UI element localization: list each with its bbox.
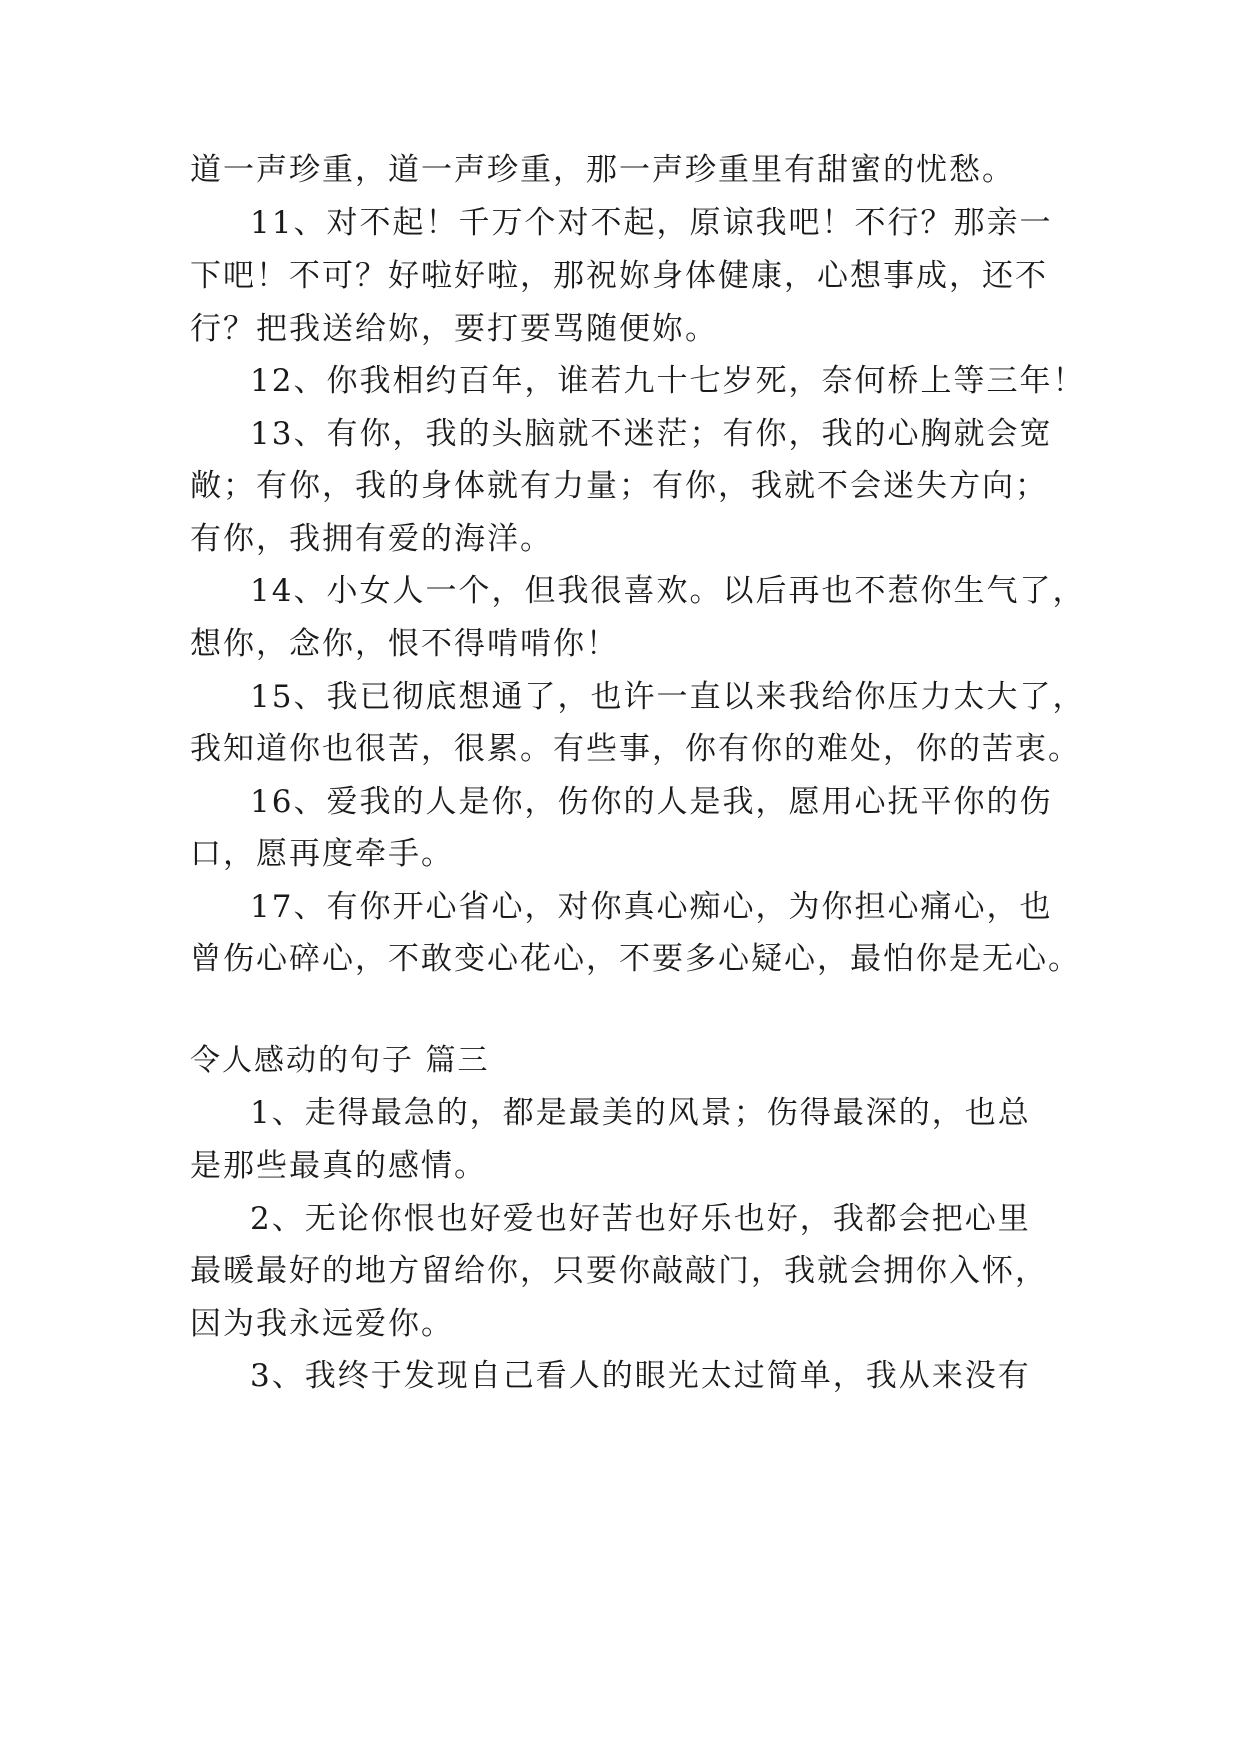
paragraph-line: 3、我终于发现自己看人的眼光太过简单，我从来没有	[250, 1358, 1031, 1394]
paragraph-line: 1、走得最急的，都是最美的风景；伤得最深的，也总	[250, 1095, 1031, 1131]
paragraph-line: 最暖最好的地方留给你，只要你敲敲门，我就会拥你入怀，	[190, 1253, 1048, 1289]
paragraph-line: 行？把我送给妳，要打要骂随便妳。	[190, 311, 718, 347]
paragraph-line: 13、有你，我的头脑就不迷茫；有你，我的心胸就会宽	[250, 416, 1053, 452]
section-heading: 令人感动的句子 篇三	[190, 1043, 490, 1078]
paragraph-line: 道一声珍重，道一声珍重，那一声珍重里有甜蜜的忧愁。	[190, 152, 1015, 188]
paragraph-line: 15、我已彻底想通了，也许一直以来我给你压力太大了，	[250, 679, 1086, 715]
paragraph-line: 11、对不起！千万个对不起，原谅我吧！不行？那亲一	[250, 205, 1053, 241]
paragraph-line: 17、有你开心省心，对你真心痴心，为你担心痛心，也	[250, 889, 1053, 925]
paragraph-line: 14、小女人一个，但我很喜欢。以后再也不惹你生气了，	[250, 573, 1086, 609]
paragraph-line: 有你，我拥有爱的海洋。	[190, 521, 553, 557]
paragraph-line: 敞；有你，我的身体就有力量；有你，我就不会迷失方向；	[190, 468, 1048, 504]
paragraph-line: 下吧！不可？好啦好啦，那祝妳身体健康，心想事成，还不	[190, 258, 1048, 294]
paragraph-line: 因为我永远爱你。	[190, 1306, 454, 1342]
paragraph-line: 是那些最真的感情。	[190, 1148, 487, 1184]
paragraph-line: 曾伤心碎心，不敢变心花心，不要多心疑心，最怕你是无心。	[190, 941, 1081, 977]
paragraph-line: 2、无论你恨也好爱也好苦也好乐也好，我都会把心里	[250, 1201, 1031, 1237]
paragraph-line: 想你，念你，恨不得啃啃你！	[190, 626, 619, 662]
paragraph-line: 16、爱我的人是你，伤你的人是我，愿用心抚平你的伤	[250, 784, 1053, 820]
paragraph-line: 12、你我相约百年，谁若九十七岁死，奈何桥上等三年！	[250, 363, 1086, 399]
paragraph-line: 口，愿再度牵手。	[190, 836, 454, 872]
paragraph-line: 我知道你也很苦，很累。有些事，你有你的难处，你的苦衷。	[190, 731, 1081, 767]
